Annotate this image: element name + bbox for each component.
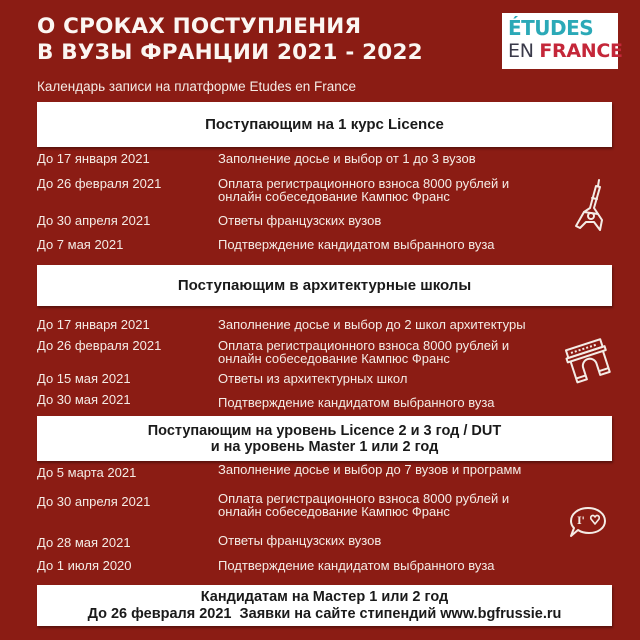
- section-header-architecture: [37, 265, 612, 306]
- i-love-speech-bubble-icon: [568, 505, 608, 541]
- master-scholarship-box: [37, 585, 612, 626]
- logo-en-text: EN: [508, 40, 540, 62]
- row-description-line-1: Оплата регистрационного взноса 8000 рублей и: [218, 338, 510, 353]
- row-description: Подтверждение кандидатом выбранного вуза: [218, 237, 495, 252]
- row-date: До 15 мая 2021: [37, 371, 131, 386]
- row-date: До 26 февраля 2021: [37, 338, 162, 353]
- row-date: До 17 января 2021: [37, 151, 150, 166]
- love-text: I': [577, 516, 585, 527]
- row-date: До 1 июля 2020: [37, 558, 132, 573]
- title-line-2: В ВУЗЫ ФРАНЦИИ 2021 - 2022: [37, 40, 423, 65]
- footer-line-1: Кандидатам на Мастер 1 или 2 год: [200, 588, 449, 605]
- row-description: Заполнение досье и выбор до 7 вузов и программ: [218, 462, 522, 477]
- row-description: [218, 339, 509, 365]
- logo-etudes-text: ÉTUDES: [508, 16, 594, 40]
- row-description-line-2: онлайн собеседование Кампюс Франс: [218, 351, 450, 366]
- logo-france-text: FRANCE: [539, 40, 623, 62]
- row-description: [218, 492, 509, 518]
- arc-de-triomphe-icon: [562, 336, 614, 384]
- row-date: До 30 апреля 2021: [37, 494, 151, 509]
- eiffel-tower-icon: [572, 178, 608, 232]
- section-title: Поступающим на 1 курс Licence: [205, 116, 444, 133]
- title-line-1: О СРОКАХ ПОСТУПЛЕНИЯ: [37, 14, 362, 39]
- row-date: До 26 февраля 2021: [37, 176, 162, 191]
- row-description: Подтверждение кандидатом выбранного вуза: [218, 395, 495, 410]
- section-header-licence-1: [37, 102, 612, 147]
- row-date: До 17 января 2021: [37, 317, 150, 332]
- row-description-line-1: Оплата регистрационного взноса 8000 рублей и: [218, 491, 510, 506]
- row-description: Ответы из архитектурных школ: [218, 371, 408, 386]
- section-header-licence-master: [37, 416, 612, 461]
- row-date: До 30 апреля 2021: [37, 213, 151, 228]
- footer-line-2: До 26 февраля 2021 Заявки на сайте стипендий www.bgfrussie.ru: [87, 605, 562, 622]
- etudes-en-france-logo: [502, 13, 623, 69]
- row-description: Заполнение досье и выбор до 2 школ архитектуры: [218, 317, 526, 332]
- row-description: Ответы французских вузов: [218, 533, 382, 548]
- logo-en-france-text: [508, 39, 623, 63]
- section-title: Поступающим в архитектурные школы: [177, 277, 472, 294]
- row-date: До 28 мая 2021: [37, 535, 131, 550]
- row-description-line-1: Оплата регистрационного взноса 8000 рублей и: [218, 176, 510, 191]
- row-date: До 30 мая 2021: [37, 392, 131, 407]
- row-description: [218, 177, 509, 203]
- row-description: Ответы французских вузов: [218, 213, 382, 228]
- row-description-line-2: онлайн собеседование Кампюс Франс: [218, 189, 450, 204]
- row-date: До 5 марта 2021: [37, 465, 137, 480]
- row-description: Заполнение досье и выбор от 1 до 3 вузов: [218, 151, 476, 166]
- row-description: Подтверждение кандидатом выбранного вуза: [218, 558, 495, 573]
- row-description-line-2: онлайн собеседование Кампюс Франс: [218, 504, 450, 519]
- page-title: [37, 14, 423, 66]
- section-title-line-1: Поступающим на уровень Licence 2 и 3 год / DUT: [147, 422, 502, 439]
- page-subtitle: Календарь записи на платформе Etudes en France: [37, 79, 357, 94]
- row-date: До 7 мая 2021: [37, 237, 124, 252]
- section-title-line-2: и на уровень Master 1 или 2 год: [210, 438, 439, 455]
